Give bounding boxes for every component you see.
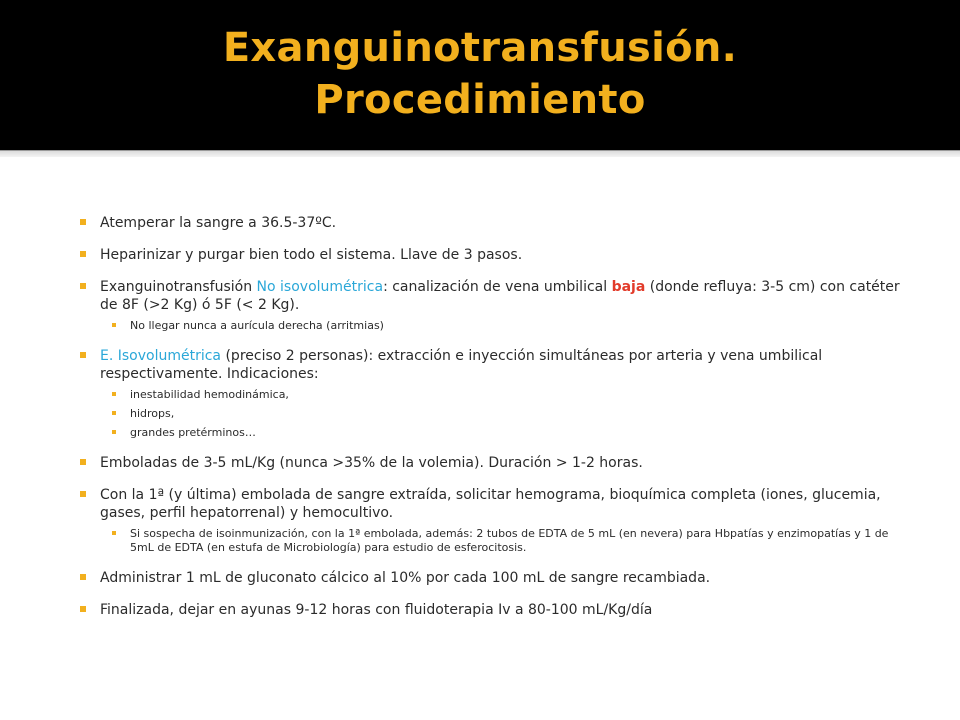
sub-list-item	[100, 527, 900, 555]
list-item	[80, 214, 900, 232]
title-bar	[0, 0, 960, 150]
list-item	[80, 486, 900, 555]
sub-item-text: No llegar nunca a aurícula derecha (arritmias)	[130, 319, 384, 332]
item-text: Finalizada, dejar en ayunas 9-12 horas con fluidoterapia Iv a 80-100 mL/Kg/día	[100, 602, 653, 618]
item-text: (donde refluya: 3-5 cm) con catéter de 8F (>2 Kg) ó 5F (< 2 Kg).	[100, 279, 900, 313]
item-text: (preciso 2 personas): extracción e inyección simultáneas por arteria y vena umbilical respectivamente. Indicaciones:	[100, 348, 823, 382]
item-text: Exanguinotransfusión	[100, 279, 257, 295]
square-bullet-icon	[112, 323, 116, 327]
title-line-2: Procedimiento	[314, 77, 646, 123]
square-bullet-icon	[80, 491, 86, 497]
square-bullet-icon	[80, 459, 86, 465]
square-bullet-icon	[112, 411, 116, 415]
sub-list-item	[100, 426, 900, 440]
item-text: : canalización de vena umbilical	[383, 279, 612, 295]
title-line-1: Exanguinotransfusión.	[222, 25, 738, 71]
list-item	[80, 246, 900, 264]
list-item	[80, 601, 900, 619]
list-item	[80, 347, 900, 440]
title-divider	[0, 150, 960, 157]
square-bullet-icon	[80, 606, 86, 612]
item-text: Atemperar la sangre a 36.5-37ºC.	[100, 215, 337, 231]
square-bullet-icon	[112, 430, 116, 434]
sub-list	[100, 388, 900, 440]
sub-list-item	[100, 407, 900, 421]
bullet-list	[80, 214, 900, 619]
square-bullet-icon	[80, 352, 86, 358]
list-item	[80, 278, 900, 333]
sub-item-text: hidrops,	[130, 407, 175, 420]
highlight-baja: baja	[611, 279, 646, 295]
sub-item-text: grandes pretérminos…	[130, 426, 256, 439]
sub-item-text: Si sospecha de isoinmunización, con la 1ª embolada, además: 2 tubos de EDTA de 5 mL (en nevera) para Hbpatías y enzimopatías y 1 de 5mL de EDTA (en estufa de Microbiología) para estudio de esferocitosis.	[130, 527, 889, 554]
item-text: Emboladas de 3-5 mL/Kg (nunca >35% de la volemia). Duración > 1-2 horas.	[100, 455, 643, 471]
item-text: Con la 1ª (y última) embolada de sangre extraída, solicitar hemograma, bioquímica completa (iones, glucemia, gases, perfil hepatorrenal) y hemocultivo.	[100, 487, 881, 521]
square-bullet-icon	[80, 574, 86, 580]
sub-list	[100, 319, 900, 333]
square-bullet-icon	[80, 283, 86, 289]
sub-list-item	[100, 319, 900, 333]
square-bullet-icon	[80, 219, 86, 225]
item-text: Administrar 1 mL de gluconato cálcico al 10% por cada 100 mL de sangre recambiada.	[100, 570, 711, 586]
highlight-no-isovolumetrica: No isovolumétrica	[256, 279, 384, 295]
slide-title	[0, 22, 960, 126]
item-text: Heparinizar y purgar bien todo el sistema. Llave de 3 pasos.	[100, 247, 523, 263]
square-bullet-icon	[112, 531, 116, 535]
sub-list-item	[100, 388, 900, 402]
highlight-isovolumetrica: E. Isovolumétrica	[100, 348, 222, 364]
square-bullet-icon	[80, 251, 86, 257]
sub-list	[100, 527, 900, 555]
square-bullet-icon	[112, 392, 116, 396]
list-item	[80, 454, 900, 472]
sub-item-text: inestabilidad hemodinámica,	[130, 388, 289, 401]
list-item	[80, 569, 900, 587]
